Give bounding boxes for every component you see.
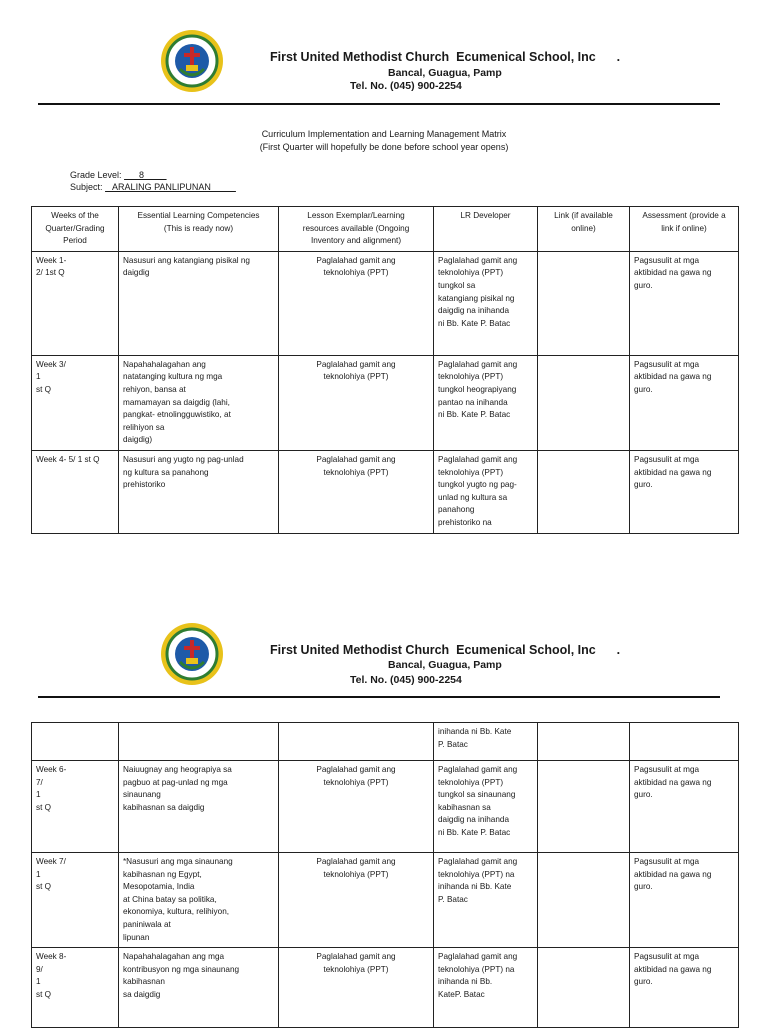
header-rule: [38, 103, 720, 105]
cell-lesson: Paglalahad gamit ang teknolohiya (PPT): [279, 948, 434, 1028]
cell-developer: Paglalahad gamit ang teknolohiya (PPT) tungkol sa katangiang pisikal ng daigdig na inihanda ni Bb. Kate P. Batac: [434, 251, 538, 355]
school-name: First United Methodist Church Ecumenical School, Inc .: [270, 50, 621, 64]
table-row: [32, 251, 739, 355]
school-address: Bancal, Guagua, Pamp: [388, 67, 502, 79]
cell-link: [538, 761, 630, 853]
cell-developer: Paglalahad gamit ang teknolohiya (PPT) na inihanda ni Bb. KateP. Batac: [434, 948, 538, 1028]
cell-competency: Nasusuri ang katangiang pisikal ng daigdig: [119, 251, 279, 355]
header-rule: [38, 696, 720, 698]
matrix-table-page-1: [31, 206, 739, 534]
cell-lesson: Paglalahad gamit ang teknolohiya (PPT): [279, 355, 434, 450]
matrix-title: Curriculum Implementation and Learning Management Matrix: [261, 129, 507, 139]
school-tel: Tel. No. (045) 900-2254: [350, 674, 462, 686]
header-lesson-exemplar: Lesson Exemplar/Learning resources available (Ongoing Inventory and alignment): [279, 207, 434, 252]
table-row: [32, 853, 739, 948]
cell-week: [32, 723, 119, 761]
cell-link: [538, 251, 630, 355]
table-row: [32, 948, 739, 1028]
school-address: Bancal, Guagua, Pamp: [388, 659, 502, 671]
matrix-table-page-2: [31, 722, 739, 1028]
cell-developer: Paglalahad gamit ang teknolohiya (PPT) tungkol yugto ng pag- unlad ng kultura sa panahong prehistoriko na: [434, 450, 538, 533]
page-2: [0, 600, 768, 1024]
header-weeks: Weeks of the Quarter/Grading Period: [32, 207, 119, 252]
cell-competency: [119, 723, 279, 761]
cell-assessment: [630, 723, 739, 761]
cell-week: Week 4- 5/ 1 st Q: [32, 450, 119, 533]
table-row: [32, 723, 739, 761]
subject-value: ARALING PANLIPUNAN: [105, 182, 236, 192]
cell-developer: Paglalahad gamit ang teknolohiya (PPT) na inihanda ni Bb. Kate P. Batac: [434, 853, 538, 948]
cell-week: Week 8- 9/ 1 st Q: [32, 948, 119, 1028]
header-lr-developer: LR Developer: [434, 207, 538, 252]
cell-competency: Napahahalagahan ang mga kontribusyon ng mga sinaunang kabihasnan sa daigdig: [119, 948, 279, 1028]
cell-developer: inihanda ni Bb. Kate P. Batac: [434, 723, 538, 761]
grade-level-value: 8: [124, 170, 167, 180]
cell-assessment: Pagsusulit at mga aktibidad na gawa ng guro.: [630, 948, 739, 1028]
cell-link: [538, 853, 630, 948]
cell-developer: Paglalahad gamit ang teknolohiya (PPT) tungkol heograpiyang pantao na inihanda ni Bb. Kate P. Batac: [434, 355, 538, 450]
table-row: [32, 761, 739, 853]
cell-assessment: Pagsusulit at mga aktibidad na gawa ng guro.: [630, 251, 739, 355]
cell-competency: Nasusuri ang yugto ng pag-unlad ng kultura sa panahong prehistoriko: [119, 450, 279, 533]
cell-assessment: Pagsusulit at mga aktibidad na gawa ng guro.: [630, 355, 739, 450]
cell-link: [538, 355, 630, 450]
header-link: Link (if available online): [538, 207, 630, 252]
school-seal-logo: [160, 29, 224, 93]
cell-competency: Naiuugnay ang heograpiya sa pagbuo at pag-unlad ng mga sinaunang kabihasnan sa daigdig: [119, 761, 279, 853]
school-tel: Tel. No. (045) 900-2254: [350, 80, 462, 92]
school-seal-logo: [160, 622, 224, 686]
cell-competency: *Nasusuri ang mga sinaunang kabihasnan ng Egypt, Mesopotamia, India at China batay sa politika, ekonomiya, kultura, relihiyon, paniniwala at lipunan: [119, 853, 279, 948]
cell-lesson: Paglalahad gamit ang teknolohiya (PPT): [279, 761, 434, 853]
school-name: First United Methodist Church Ecumenical School, Inc .: [270, 643, 621, 657]
cell-assessment: Pagsusulit at mga aktibidad na gawa ng guro.: [630, 853, 739, 948]
cell-link: [538, 723, 630, 761]
grade-level-label: Grade Level:: [70, 170, 122, 180]
cell-assessment: Pagsusulit at mga aktibidad na gawa ng guro.: [630, 761, 739, 853]
subject-field: [70, 182, 236, 192]
cell-week: Week 6- 7/ 1 st Q: [32, 761, 119, 853]
matrix-subtitle: (First Quarter will hopefully be done before school year opens): [259, 142, 509, 152]
cell-assessment: Pagsusulit at mga aktibidad na gawa ng guro.: [630, 450, 739, 533]
header-competencies: Essential Learning Competencies (This is ready now): [119, 207, 279, 252]
table-row: [32, 450, 739, 533]
cell-lesson: Paglalahad gamit ang teknolohiya (PPT): [279, 450, 434, 533]
cell-link: [538, 948, 630, 1028]
cell-competency: Napahahalagahan ang natatanging kultura ng mga rehiyon, bansa at mamamayan sa daigdig (lahi, pangkat- etnolingguwistiko, at relihiyon sa daigdig): [119, 355, 279, 450]
table-header-row: [32, 207, 739, 252]
cell-lesson: [279, 723, 434, 761]
cell-lesson: Paglalahad gamit ang teknolohiya (PPT): [279, 853, 434, 948]
cell-week: Week 1- 2/ 1st Q: [32, 251, 119, 355]
cell-link: [538, 450, 630, 533]
cell-developer: Paglalahad gamit ang teknolohiya (PPT) tungkol sa sinaunang kabihasnan sa daigdig na inihanda ni Bb. Kate P. Batac: [434, 761, 538, 853]
cell-lesson: Paglalahad gamit ang teknolohiya (PPT): [279, 251, 434, 355]
table-row: [32, 355, 739, 450]
cell-week: Week 7/ 1 st Q: [32, 853, 119, 948]
header-assessment: Assessment (provide a link if online): [630, 207, 739, 252]
cell-week: Week 3/ 1 st Q: [32, 355, 119, 450]
subject-label: Subject:: [70, 182, 103, 192]
grade-level-field: [70, 170, 167, 180]
